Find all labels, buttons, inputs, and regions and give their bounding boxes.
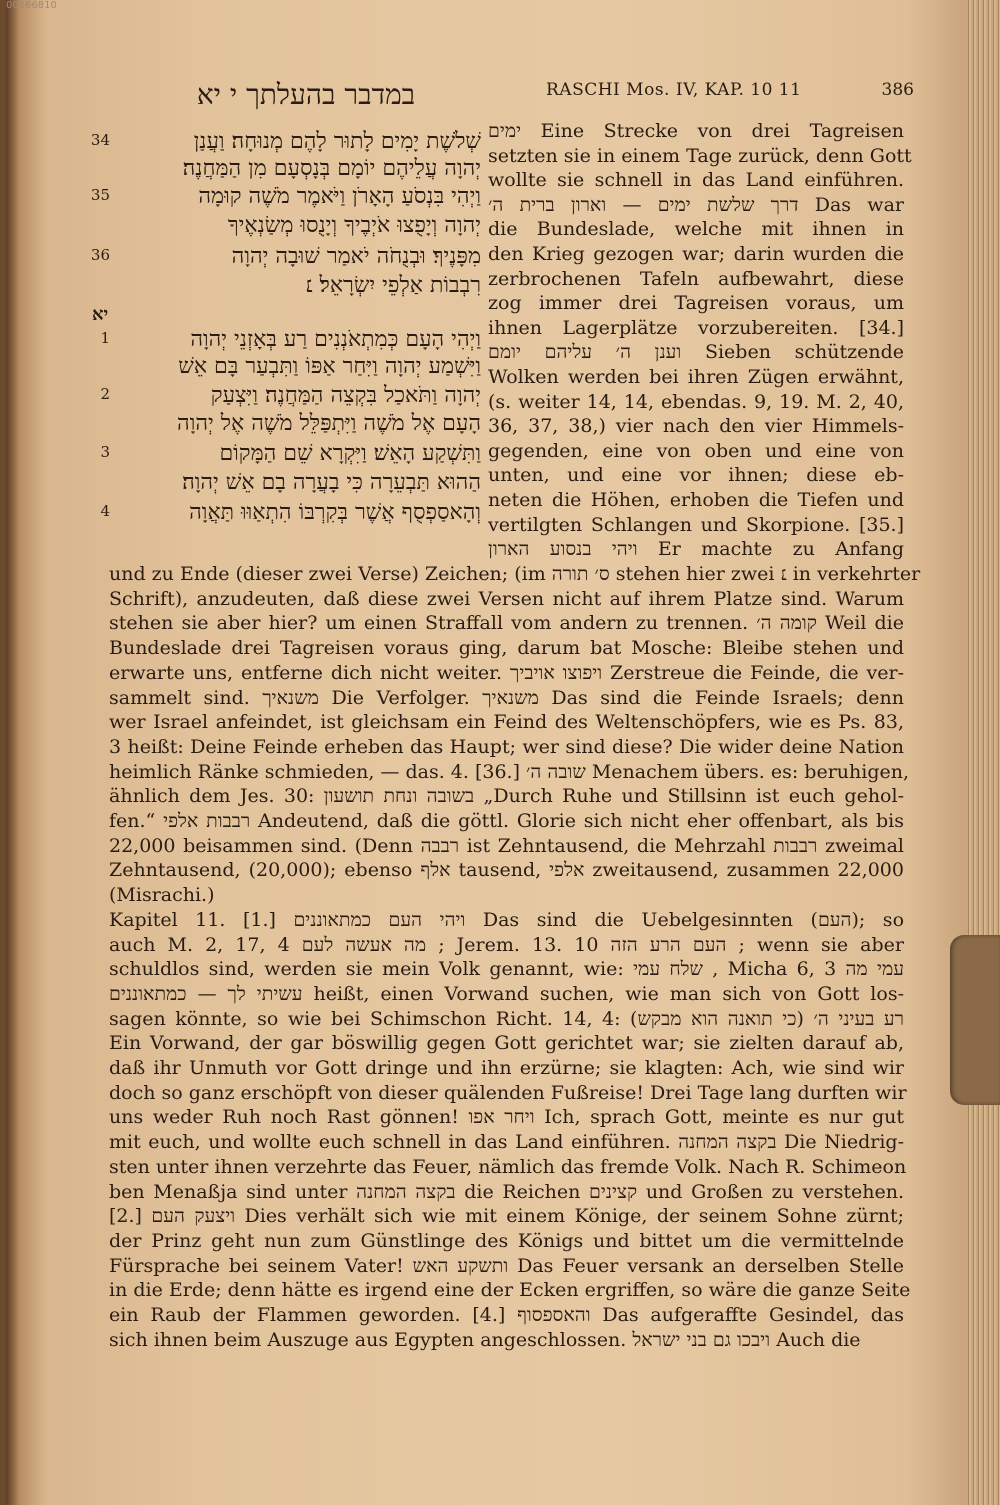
page-id: 00166810 <box>6 0 57 11</box>
hebrew-verse-line: וַיְהִי הָעָם כְּמִתְאֹנְנִים רַע בְּאָזְנֵי יְהוָה <box>190 327 481 352</box>
hebrew-verse-line: מִפָּנֶיךָ׃ וּבְנֻחֹה יֹאמַר שׁוּבָה יְהוָה <box>231 244 481 269</box>
commentary-line: Zehntausend, (20,000); ebenso אלף tausend, אלפי zweitausend, zusammen 22,000 <box>109 859 904 882</box>
commentary-line: Wolken werden bei ihren Zügen erwähnt, <box>488 366 904 388</box>
commentary-line: 22,000 beisammen sind. (Denn רבבה ist Zehntausend, die Mehrzahl רבבות zweimal <box>109 834 904 857</box>
commentary-line: (s. weiter 14, 14, ebendas. 9, 19. M. 2, 40, <box>488 390 904 413</box>
commentary-line: stehen sie aber hier? um einen Straffall vom andern zu trennen. קומה ה׳ Weil die <box>109 612 904 635</box>
commentary-line: עשיתי לך — כמתאוננים heißt, einen Vorwand suchen, wie man sich von Gott los- <box>109 982 904 1005</box>
verse-number: 3 <box>100 443 110 461</box>
commentary-line: zerbrochenen Tafeln aufbewahrt, diese <box>488 267 904 290</box>
hebrew-verse-line: וַיִּשְׁמַע יְהוָה וַיִּחַר אַפּוֹ וַתִּבְעַר בָּם אֵשׁ <box>178 354 481 379</box>
commentary-line: setzten sie in einem Tage zurück, denn Gott <box>488 144 912 167</box>
commentary-line: den Krieg gezogen war; darin wurden die <box>488 243 904 265</box>
chapter-11-heading-line: Kapitel 11. [1.] ויהי העם כמתאוננים Das sind die Uebelgesinnten (העם); so <box>109 908 905 931</box>
hebrew-verse-line: יְהוָה עֲלֵיהֶם יוֹמָם בְּנָסְעָם מִן הַמַּחֲנֶה׃ <box>182 156 481 181</box>
commentary-line: Ein Vorwand, der gar böswillig gegen Gott gerichtet war; sie zielten darauf ab, <box>109 1032 904 1055</box>
commentary-line: in die Erde; denn hätte es irgend eine der Ecken ergriffen, so wäre die ganze Seite <box>109 1279 911 1302</box>
commentary-line: der Prinz geht nun zum Günstlinge des Königs und bittet um die vermittelnde <box>109 1229 904 1252</box>
book-page <box>6 0 966 1505</box>
chapter-mark: יא <box>92 304 109 325</box>
hebrew-verse-line: וְהָאסַפְסֻף אֲשֶׁר בְּקִרְבּוֹ הִתְאַוּוּ תַּאֲוָה <box>189 500 481 525</box>
commentary-line: auch M. 2, 17, 4 מה אעשה לעם ; Jerem. 13. 10 העם הרע הזה ; wenn sie aber <box>109 933 904 956</box>
commentary-line: דרך שלשת ימים — וארון ברית ה׳ Das war <box>488 193 904 216</box>
commentary-line: ihnen Lagerplätze vorzubereiten. [34.] <box>488 316 904 339</box>
hebrew-verse-line: הַהוּא תַּבְעֵרָה כִּי בָעֲרָה בָם אֵשׁ יְהוָה׃ <box>182 470 481 495</box>
commentary-line: sich ihnen beim Auszuge aus Egypten angeschlossen. ויבכו גם בני ישראל Auch die <box>109 1328 861 1351</box>
commentary-line: sagen könnte, so wie bei Schimschon Richt. 14, 4: (כי תואנה הוא מבקש) רע בעיני ה׳ <box>109 1007 905 1030</box>
commentary-line: wollte sie schnell in das Land einführen. <box>488 169 904 192</box>
commentary-line: vertilgten Schlangen und Skorpione. [35.] <box>488 513 904 536</box>
hebrew-running-title: במדבר בהעלתך י יא <box>196 78 416 111</box>
verse-number: 4 <box>100 502 110 520</box>
commentary-line: fen.“ רבבות אלפי Andeutend, daß die göttl. Glorie sich nicht eher offenbart, als bis <box>109 810 904 832</box>
commentary-line: mit euch, und wollte euch schnell in das Land einführen. בקצה המחנה Die Niedrig- <box>109 1131 905 1154</box>
hebrew-verse-line: יְהוָה וְיָפֻצוּ אֹיְבֶיךָ וְיָנֻסוּ מְשַׂנְאֶיךָ <box>227 213 481 238</box>
commentary-line: Schrift), anzudeuten, daß diese zwei Versen nicht auf ihrem Platze sind. Warum <box>109 587 904 610</box>
page-edges <box>966 0 1000 1505</box>
commentary-line: heimlich Ränke schmieden, — das. 4. [36.] שובה ה׳ Menachem übers. es: beruhigen, <box>109 760 910 783</box>
commentary-line: schuldlos sind, werden sie mein Volk genannt, wie: שלח עמי , Micha 6, 3 עמי מה <box>109 958 904 981</box>
commentary-line: unten, und eine vor ihnen; diese eb- <box>488 464 904 487</box>
hebrew-verse-line: הָעָם אֶל מֹשֶׁה וַיִּתְפַּלֵּל מֹשֶׁה אֶל יְהוָה <box>177 411 481 436</box>
commentary-line: 36, 37, 38,) vier nach den vier Himmels- <box>488 415 904 438</box>
commentary-line: ben Menaßja sind unter בקצה המחנה die Reichen קצינים und Großen zu verstehen. <box>109 1180 905 1203</box>
hebrew-verse-line: וַיְהִי בִּנְסֹעַ הָאָרֹן וַיֹּאמֶר מֹשֶׁה קוּמָה <box>198 184 481 209</box>
commentary-line: zog immer drei Tagreisen voraus, um <box>488 292 904 315</box>
commentary-line: וענן ה׳ עליהם יומם Sieben schützende <box>488 341 904 364</box>
commentary-line: wer Israel anfeindet, ist gleichsam ein Feind des Weltenschöpfers, wie es Ps. 83, <box>109 711 904 734</box>
hebrew-verse-line: רִבְבוֹת אַלְפֵי יִשְׂרָאֵל׃ ׆ <box>305 273 481 298</box>
commentary-line: [2.] ויצעק העם Dies verhält sich wie mit einem Könige, der seinem Sohne zürnt; <box>109 1205 904 1228</box>
verse-number: 1 <box>100 329 110 347</box>
commentary-line: (Misrachi.) <box>109 884 215 907</box>
commentary-line: daß ihr Unmuth vor Gott dringe und ihn erzürne; sie klagten: Ach, wie sind wir <box>109 1057 904 1079</box>
commentary-line: 3 heißt: Deine Feinde erheben das Haupt; wer sind diese? Die wider deine Nation <box>109 735 904 758</box>
hebrew-verse-line: שְׁלֹשֶׁת יָמִים לָתוּר לָהֶם מְנוּחָה׃ וַעֲנַן <box>193 129 481 154</box>
commentary-line: sten unter ihnen verzehrte das Feuer, nämlich das fremde Volk. Nach R. Schimeon <box>109 1155 907 1178</box>
commentary-line: ähnlich dem Jes. 30: בשובה ונחת תושעון „Durch Ruhe und Stillsinn ist euch gehol- <box>109 785 904 808</box>
commentary-line: neten die Höhen, erhoben die Tiefen und <box>488 489 904 511</box>
page-number: 386 <box>881 80 914 100</box>
commentary-line: uns weder Ruh noch Rast gönnen! ויחר אפו Ich, sprach Gott, meinte es nur gut <box>109 1106 904 1129</box>
commentary-line: gegenden, eine von oben und eine von <box>488 439 904 462</box>
commentary-line: die Bundeslade, welche mit ihnen in <box>488 218 904 241</box>
commentary-line: doch so ganz erschöpft von dieser quälenden Fußreise! Drei Tage lang durften wir <box>109 1081 907 1104</box>
verse-number: 35 <box>90 186 110 204</box>
commentary-line: ein Raub der Flammen geworden. [4.] והאספסוף Das aufgeraffte Gesindel, das <box>109 1304 905 1326</box>
german-running-title: RASCHI Mos. IV, KAP. 10 11 <box>546 80 802 100</box>
commentary-line: Bundeslade drei Tagreisen voraus ging, darum bat Mosche: Bleibe stehen und <box>109 637 904 660</box>
commentary-line: ויהי בנסוע הארון Er machte zu Anfang <box>488 538 904 561</box>
thumb-index-tab <box>950 935 1000 1105</box>
hebrew-verse-line: יְהוָה וַתֹּאכַל בִּקְצֵה הַמַּחֲנֶה׃ וַיִּצְעַק <box>210 383 481 408</box>
commentary-line: erwarte uns, entferne dich nicht weiter. ויפוצו אויביך Zerstreue die Feinde, die ver- <box>109 661 905 684</box>
commentary-line: und zu Ende (dieser zwei Verse) Zeichen; (im ס׳ תורה stehen hier zwei ׆ in verkehrter <box>109 563 921 585</box>
hebrew-verse-line: וַתִּשְׁקַע הָאֵשׁ׃ וַיִּקְרָא שֵׁם הַמָּקוֹם <box>219 441 481 466</box>
verse-number: 36 <box>90 246 110 264</box>
commentary-line: sammelt sind. משנאיך Die Verfolger. משנאיך Das sind die Feinde Israels; denn <box>109 686 905 709</box>
verse-number: 34 <box>90 131 110 149</box>
commentary-line: ימים Eine Strecke von drei Tagreisen <box>488 120 904 142</box>
commentary-line: Fürsprache bei seinem Vater! ותשקע האש Das Feuer versank an derselben Stelle <box>109 1254 904 1277</box>
verse-number: 2 <box>100 385 110 403</box>
